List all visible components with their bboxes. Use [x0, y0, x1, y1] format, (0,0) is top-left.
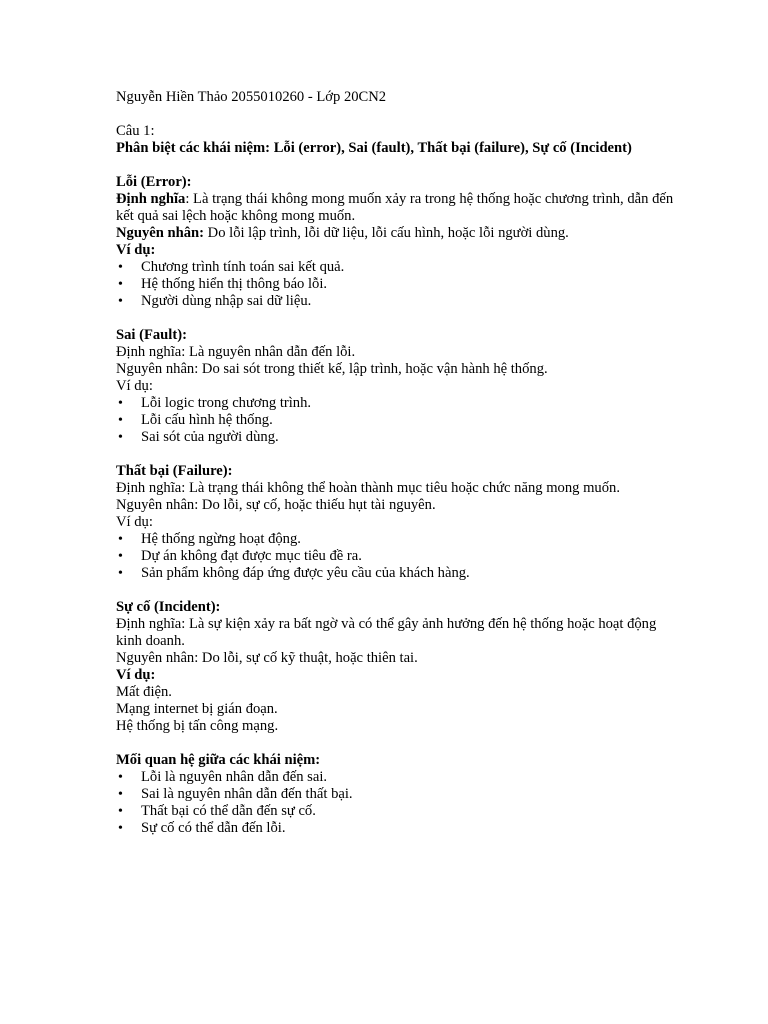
list-item: • Hệ thống hiển thị thông báo lỗi. [116, 276, 676, 293]
list-item: • Hệ thống ngừng hoạt động. [116, 531, 676, 548]
failure-definition: Định nghĩa: Là trạng thái không thể hoàn thành mục tiêu hoặc chức năng mong muốn. [116, 480, 620, 496]
error-cause [116, 225, 676, 242]
failure-example-list [116, 531, 676, 582]
list-item: • Lỗi cấu hình hệ thống. [116, 412, 676, 429]
error-cause-label: Nguyên nhân: [116, 225, 204, 241]
list-item: • Sự cố có thể dẫn đến lỗi. [116, 820, 676, 837]
relation-list [116, 769, 676, 837]
list-item: • Người dùng nhập sai dữ liệu. [116, 293, 676, 310]
fault-heading: Sai (Fault): [116, 327, 187, 343]
list-item: • Chương trình tính toán sai kết quả. [116, 259, 676, 276]
author-header: Nguyễn Hiền Thảo 2055010260 - Lớp 20CN2 [116, 89, 387, 105]
list-item: • Sản phẩm không đáp ứng được yêu cầu của khách hàng. [116, 565, 676, 582]
fault-example-list [116, 395, 676, 446]
incident-example: Mạng internet bị gián đoạn. [116, 701, 278, 717]
error-definition-text: : Là trạng thái không mong muốn xảy ra trong hệ thống hoặc chương trình, dẫn đến kết quả sai lệch hoặc không mong muốn. [116, 191, 674, 224]
incident-definition: Định nghĩa: Là sự kiện xảy ra bất ngờ và có thể gây ảnh hưởng đến hệ thống hoặc hoạt động kinh doanh. [116, 616, 657, 649]
list-item: • Lỗi là nguyên nhân dẫn đến sai. [116, 769, 676, 786]
list-item: • Thất bại có thể dẫn đến sự cố. [116, 803, 676, 820]
error-example-list [116, 259, 676, 310]
fault-example-label: Ví dụ: [116, 378, 153, 394]
incident-example-label: Ví dụ: [116, 667, 156, 683]
fault-definition: Định nghĩa: Là nguyên nhân dẫn đến lỗi. [116, 344, 356, 360]
list-item: • Sai là nguyên nhân dẫn đến thất bại. [116, 786, 676, 803]
document-page [116, 89, 676, 837]
incident-heading: Sự cố (Incident): [116, 599, 221, 615]
failure-example-label: Ví dụ: [116, 514, 153, 530]
incident-cause: Nguyên nhân: Do lỗi, sự cố kỹ thuật, hoặc thiên tai. [116, 650, 418, 666]
question-label: Câu 1: [116, 123, 155, 139]
incident-example: Mất điện. [116, 684, 172, 700]
relation-heading: Mối quan hệ giữa các khái niệm: [116, 752, 321, 768]
error-definition [116, 191, 676, 225]
list-item: • Dự án không đạt được mục tiêu đề ra. [116, 548, 676, 565]
list-item: • Sai sót của người dùng. [116, 429, 676, 446]
failure-heading: Thất bại (Failure): [116, 463, 233, 479]
error-cause-text: Do lỗi lập trình, lỗi dữ liệu, lỗi cấu hình, hoặc lỗi người dùng. [204, 225, 569, 241]
fault-cause: Nguyên nhân: Do sai sót trong thiết kế, lập trình, hoặc vận hành hệ thống. [116, 361, 548, 377]
error-definition-label: Định nghĩa [116, 191, 186, 207]
error-heading: Lỗi (Error): [116, 174, 192, 190]
failure-cause: Nguyên nhân: Do lỗi, sự cố, hoặc thiếu hụt tài nguyên. [116, 497, 436, 513]
question-title: Phân biệt các khái niệm: Lỗi (error), Sai (fault), Thất bại (failure), Sự cố (Incident) [116, 140, 632, 156]
error-example-label: Ví dụ: [116, 242, 156, 258]
incident-example: Hệ thống bị tấn công mạng. [116, 718, 279, 734]
list-item: • Lỗi logic trong chương trình. [116, 395, 676, 412]
